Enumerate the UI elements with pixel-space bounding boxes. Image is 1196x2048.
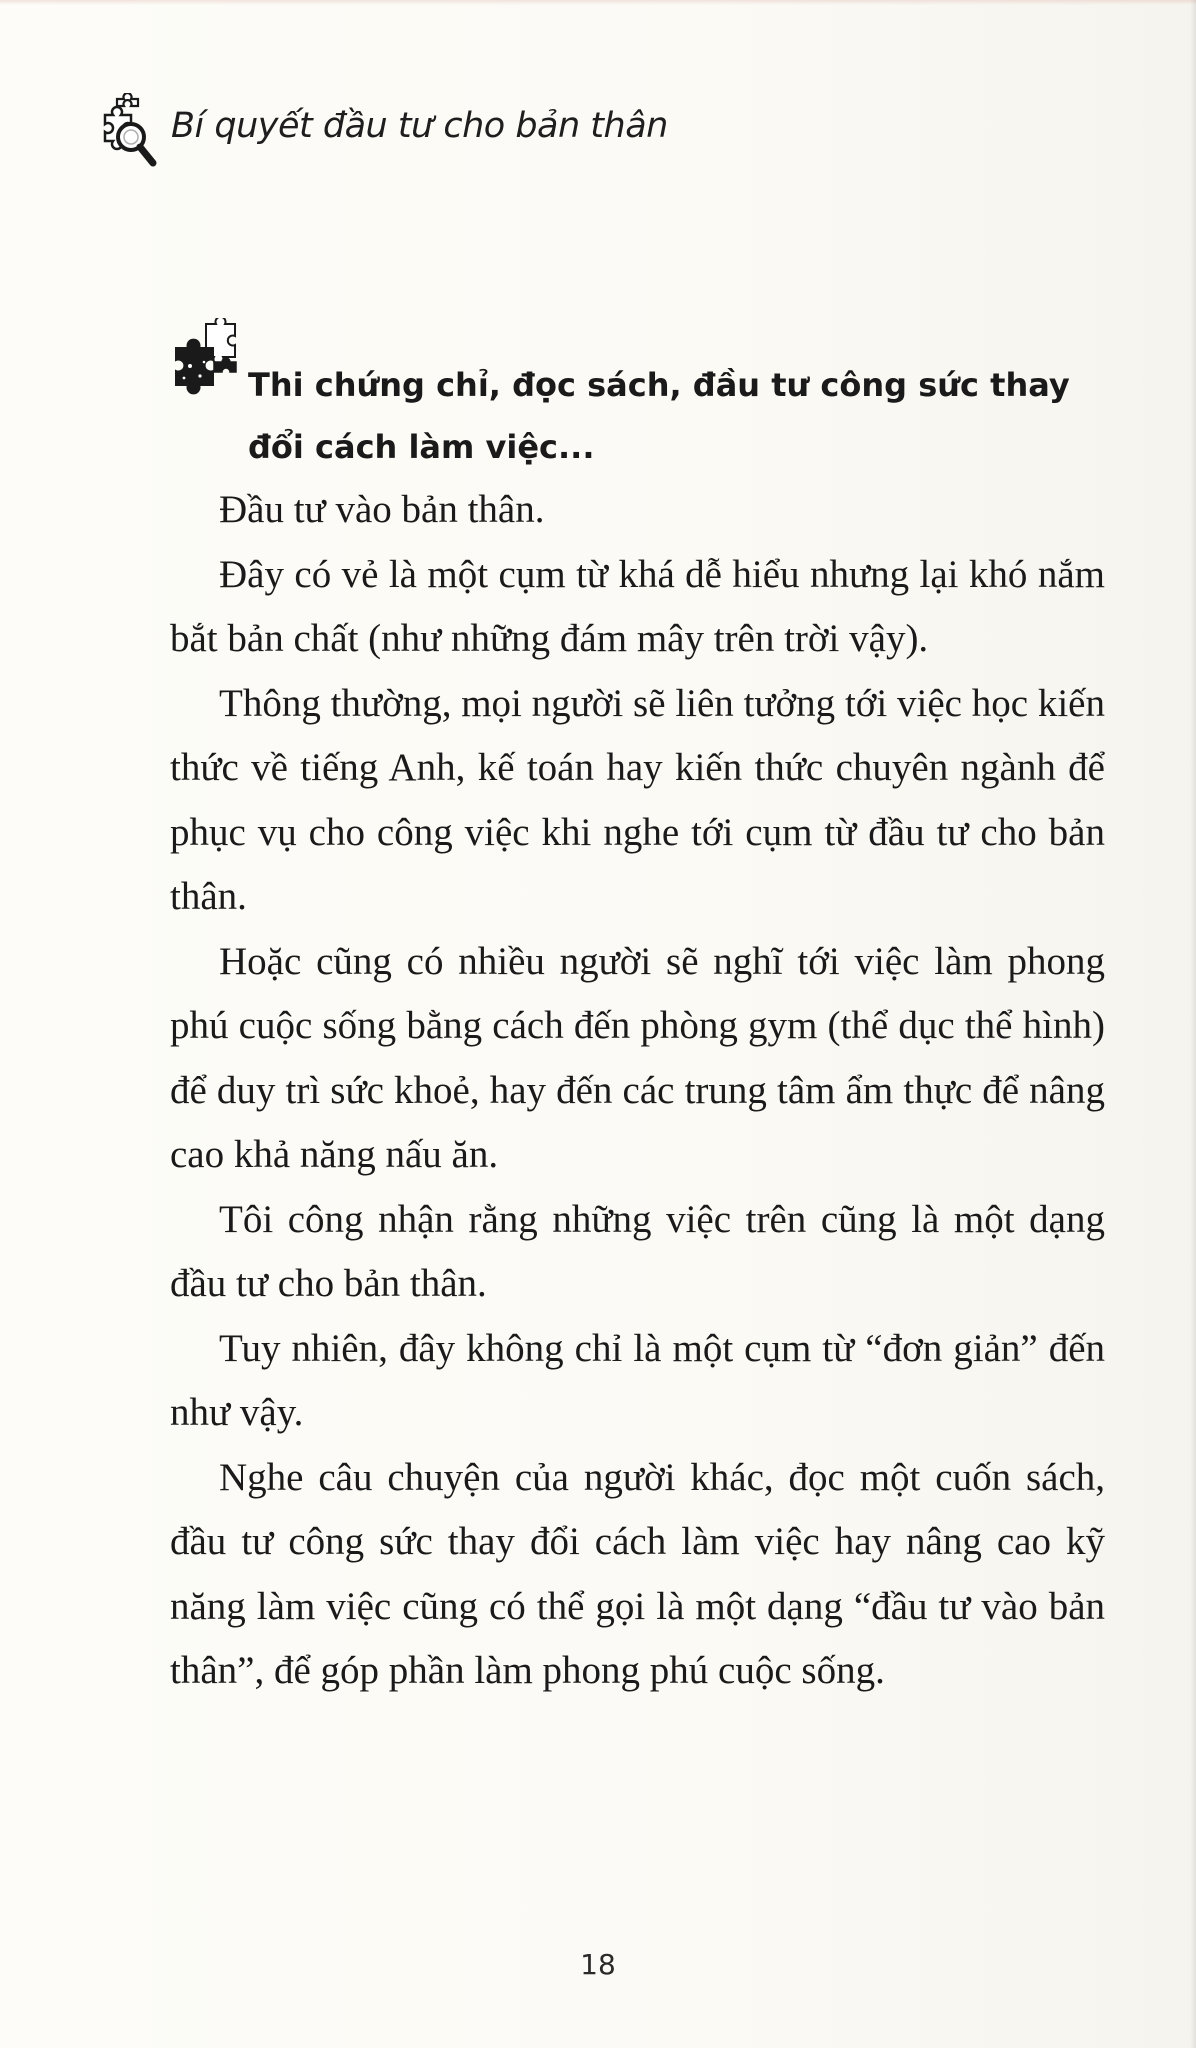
puzzle-pieces-icon	[170, 318, 252, 400]
paragraph: Đây có vẻ là một cụm từ khá dễ hiểu nhưng lại khó nắm bắt bản chất (như những đám mây trên trời vậy).	[170, 552, 1105, 660]
page-number: 18	[580, 1948, 616, 1981]
running-header-title: Bí quyết đầu tư cho bản thân	[171, 106, 668, 146]
paragraph: Hoặc cũng có nhiều người sẽ nghĩ tới việc làm phong phú cuộc sống bằng cách đến phòng gym (thể dục thể hình) để duy trì sức khoẻ, hay đến các trung tâm ẩm thực để nâng cao khả năng nấu ăn.	[170, 939, 1105, 1176]
section-title: Thi chứng chỉ, đọc sách, đầu tư công sức thay đổi cách làm việc...	[248, 366, 1070, 466]
running-header	[95, 92, 668, 172]
page-top-edge	[0, 0, 1196, 5]
page-right-edge-shadow	[1190, 0, 1196, 2048]
paragraph: Nghe câu chuyện của người khác, đọc một cuốn sách, đầu tư công sức thay đổi cách làm việc hay nâng cao kỹ năng làm việc cũng có thể gọi là một dạng “đầu tư vào bản thân”, để góp phần làm phong phú cuộc sống.	[170, 1455, 1105, 1692]
body-text	[170, 478, 1105, 1704]
paragraph: Tuy nhiên, đây không chỉ là một cụm từ “đơn giản” đến như vậy.	[170, 1326, 1105, 1434]
paragraph: Tôi công nhận rằng những việc trên cũng là một dạng đầu tư cho bản thân.	[170, 1197, 1105, 1305]
puzzle-magnifier-icon	[95, 93, 171, 171]
paragraph: Thông thường, mọi người sẽ liên tưởng tới việc học kiến thức về tiếng Anh, kế toán hay kiến thức chuyên ngành để phục vụ cho công việc khi nghe tới cụm từ đầu tư cho bản thân.	[170, 681, 1105, 918]
paragraph: Đầu tư vào bản thân.	[219, 488, 545, 531]
